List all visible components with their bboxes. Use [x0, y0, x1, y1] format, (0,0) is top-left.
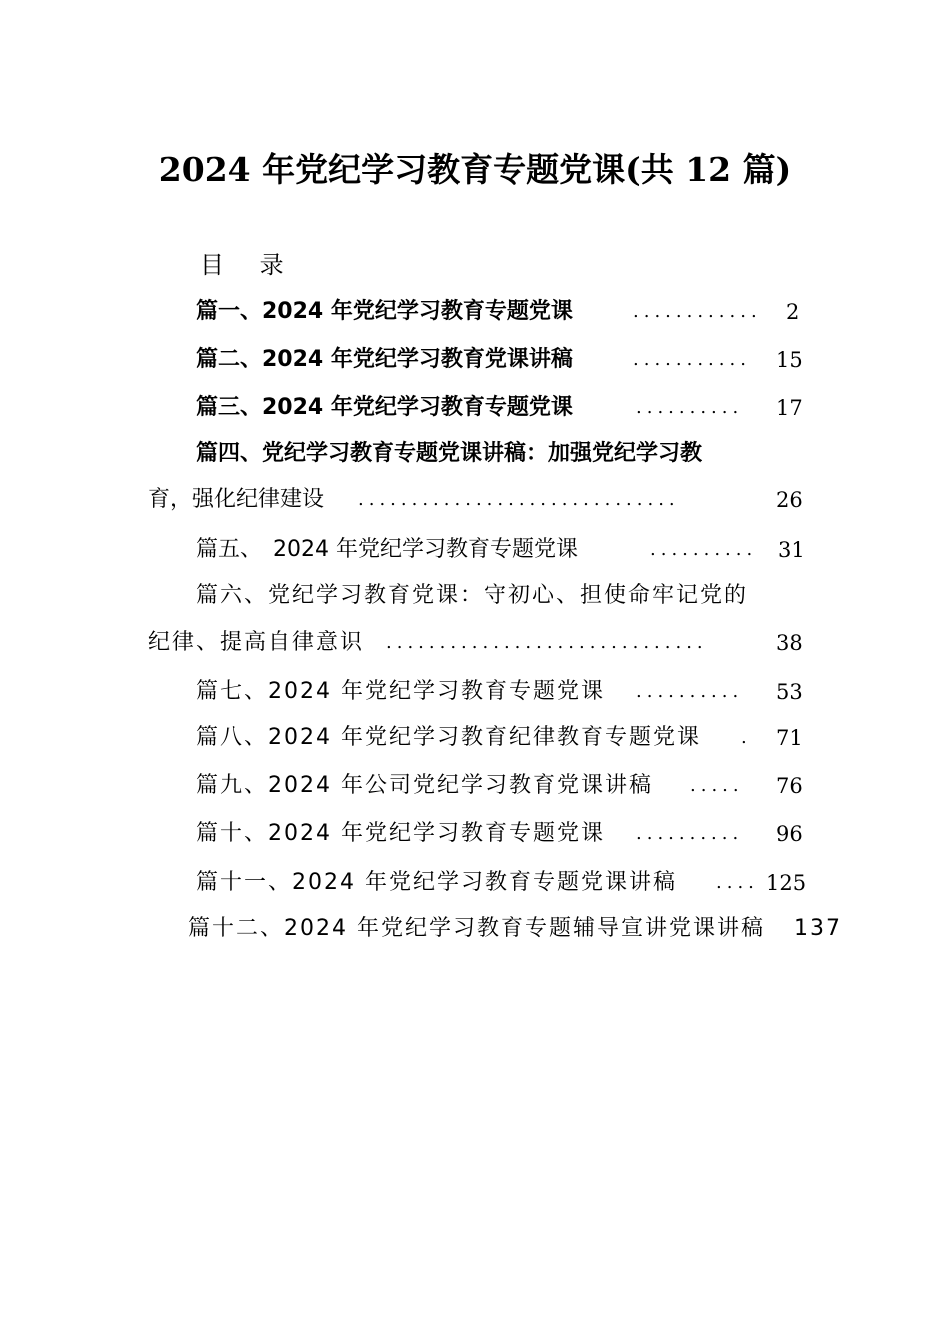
toc-entry-6-page[interactable]: 38 [776, 631, 803, 655]
toc-entry-8-leader: . [741, 727, 752, 748]
toc-entry-4-title-cont[interactable]: 育，强化纪律建设 [148, 487, 325, 512]
toc-entry-4-leader: .............................. [358, 489, 680, 510]
toc-entry-5-leader: .......... [650, 539, 758, 560]
toc-entry-4-page[interactable]: 26 [776, 488, 803, 512]
toc-entry-10-page[interactable]: 96 [776, 822, 803, 846]
toc-entry-6-title-cont[interactable]: 纪律、提高自律意识 [148, 630, 365, 655]
toc-entry-9-leader: ..... [690, 775, 744, 796]
toc-entry-12-page[interactable]: 137 [794, 916, 842, 941]
toc-entry-11-title[interactable]: 篇十一、2024 年党纪学习教育专题党课讲稿 [196, 870, 677, 895]
toc-entry-2-title[interactable]: 篇二、2024 年党纪学习教育党课讲稿 [196, 347, 573, 372]
toc-entry-7-page[interactable]: 53 [776, 680, 803, 704]
toc-entry-6-title[interactable]: 篇六、党纪学习教育党课：守初心、担使命牢记党的 [196, 583, 749, 608]
toc-entry-5-page[interactable]: 31 [778, 538, 805, 562]
toc-entry-11-leader: .... [716, 872, 759, 893]
toc-entry-4-title[interactable]: 篇四、党纪学习教育专题党课讲稿：加强党纪学习教 [196, 441, 703, 466]
toc-entry-6-leader: .............................. [386, 632, 708, 653]
toc-entry-8-page[interactable]: 71 [776, 726, 803, 750]
toc-entry-7-title[interactable]: 篇七、2024 年党纪学习教育专题党课 [196, 679, 605, 704]
toc-entry-9-page[interactable]: 76 [776, 774, 803, 798]
toc-entry-9-title[interactable]: 篇九、2024 年公司党纪学习教育党课讲稿 [196, 773, 653, 798]
toc-entry-8-title[interactable]: 篇八、2024 年党纪学习教育纪律教育专题党课 [196, 725, 701, 750]
toc-entry-3-page[interactable]: 17 [776, 396, 803, 420]
toc-entry-7-leader: .......... [636, 681, 744, 702]
toc-entry-1-leader: ............ [633, 301, 762, 322]
toc-entry-1-title[interactable]: 篇一、2024 年党纪学习教育专题党课 [196, 299, 573, 324]
toc-entry-10-title[interactable]: 篇十、2024 年党纪学习教育专题党课 [196, 821, 605, 846]
toc-entry-10-leader: .......... [636, 823, 744, 844]
toc-entry-3-leader: .......... [636, 397, 744, 418]
toc-entry-5-title[interactable]: 篇五、 2024 年党纪学习教育专题党课 [196, 537, 578, 562]
toc-entry-3-title[interactable]: 篇三、2024 年党纪学习教育专题党课 [196, 395, 573, 420]
toc-entry-12-title[interactable]: 篇十二、2024 年党纪学习教育专题辅导宣讲党课讲稿 [188, 916, 765, 941]
toc-entry-11-page[interactable]: 125 [766, 871, 807, 895]
document-title: 2024 年党纪学习教育专题党课(共 12 篇) [158, 150, 792, 189]
toc-entry-1-page[interactable]: 2 [786, 300, 800, 324]
toc-heading: 目 录 [200, 251, 298, 279]
toc-entry-2-leader: ........... [633, 349, 751, 370]
toc-entry-2-page[interactable]: 15 [776, 348, 803, 372]
